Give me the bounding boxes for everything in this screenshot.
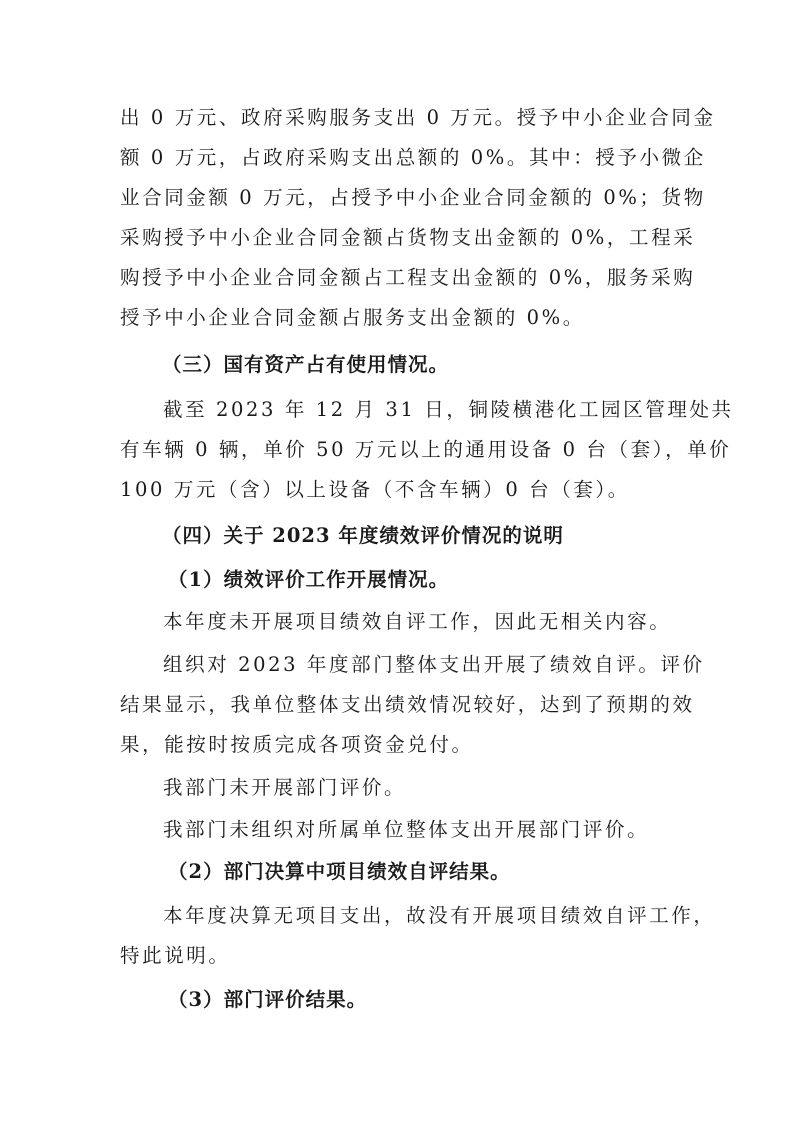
paragraph-line: 出 0 万元、政府采购服务支出 0 万元。授予中小企业合同金 xyxy=(120,106,716,129)
subsection-heading-2: （2）部门决算中项目绩效自评结果。 xyxy=(168,860,511,883)
paragraph-line: 截至 2023 年 12 月 31 日，铜陵横港化工园区管理处共 xyxy=(163,398,734,421)
paragraph-line: 我部门未组织对所属单位整体支出开展部门评价。 xyxy=(163,818,650,841)
paragraph-line: 我部门未开展部门评价。 xyxy=(163,776,407,799)
paragraph-line: 购授予中小企业合同金额占工程支出金额的 0%，服务采购 xyxy=(120,266,696,289)
paragraph-line: 组织对 2023 年度部门整体支出开展了绩效自评。评价 xyxy=(163,653,705,676)
paragraph-line: 结果显示，我单位整体支出绩效情况较好，达到了预期的效 xyxy=(120,693,695,716)
paragraph-line: 特此说明。 xyxy=(120,944,231,967)
paragraph-line: 有车辆 0 辆，单价 50 万元以上的通用设备 0 台（套），单价 xyxy=(120,438,732,461)
paragraph-line: 授予中小企业合同金额占服务支出金额的 0%。 xyxy=(120,306,585,329)
paragraph-line: 本年度决算无项目支出，故没有开展项目绩效自评工作， xyxy=(163,904,716,927)
paragraph-line: 100 万元（含）以上设备（不含车辆）0 台（套）。 xyxy=(120,478,630,501)
paragraph-line: 业合同金额 0 万元，占授予中小企业合同金额的 0%；货物 xyxy=(120,186,706,209)
section-heading-assets: （三）国有资产占有使用情况。 xyxy=(162,353,450,376)
paragraph-line: 果，能按时按质完成各项资金兑付。 xyxy=(120,733,474,756)
subsection-heading-1: （1）绩效评价工作开展情况。 xyxy=(168,568,450,591)
paragraph-line: 额 0 万元，占政府采购支出总额的 0%。其中：授予小微企 xyxy=(120,146,706,169)
paragraph-line: 本年度未开展项目绩效自评工作，因此无相关内容。 xyxy=(163,610,672,633)
subsection-heading-3: （3）部门评价结果。 xyxy=(168,988,368,1011)
section-heading-performance: （四）关于 2023 年度绩效评价情况的说明 xyxy=(162,524,564,547)
paragraph-line: 采购授予中小企业合同金额占货物支出金额的 0%，工程采 xyxy=(120,226,696,249)
